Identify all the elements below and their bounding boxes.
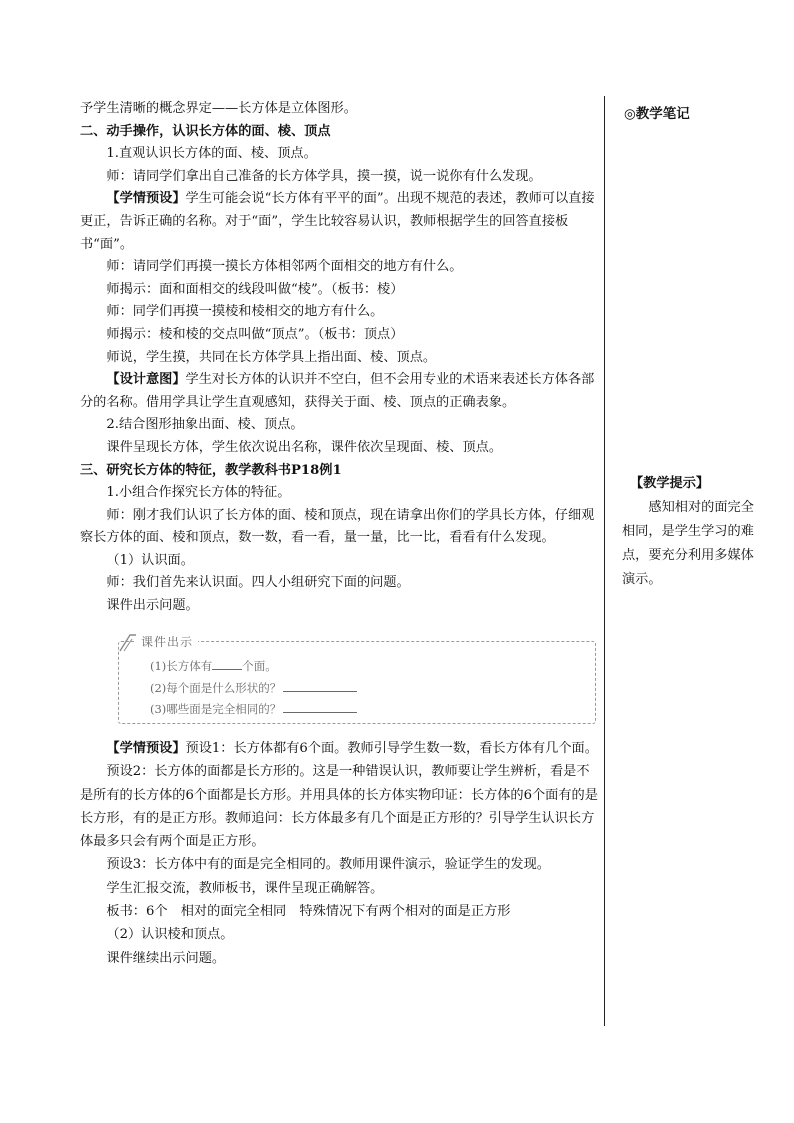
paragraph: 师：刚才我们认识了长方体的面、棱和顶点，现在请拿出你们的学具长方体，仔细观察长方体的面、棱和顶点，数一数，看一看，量一量，比一比，看看有什么发现。 bbox=[80, 507, 595, 546]
paragraph bbox=[80, 369, 598, 414]
text-line: 师：我们首先来认识面。四人小组研究下面的问题。 bbox=[106, 575, 410, 591]
after-box-content bbox=[80, 737, 598, 970]
board-writing: 板书：6个 相对的面完全相同 特殊情况下有两个相对的面是正方形 bbox=[106, 904, 511, 920]
text-line: 师揭示：面和面相交的线段叫做“棱”。（板书：棱） bbox=[106, 281, 404, 297]
answer-blank bbox=[283, 679, 357, 692]
answer-blank bbox=[212, 657, 242, 670]
teaching-tip-title: 【教学提示】 bbox=[630, 476, 710, 491]
text-line: 师说，学生摸，共同在长方体学具上指出面、棱、顶点。 bbox=[106, 349, 437, 365]
text-line: 预设3：长方体中有的面是完全相同的。教师用课件演示，验证学生的发现。 bbox=[106, 857, 550, 873]
section-heading: 三、研究长方体的特征，教学教科书P18例1 bbox=[80, 462, 342, 478]
column-divider bbox=[604, 96, 605, 1026]
text-line: （1）认识面。 bbox=[106, 552, 194, 568]
section-heading: 二、动手操作，认识长方体的面、棱、顶点 bbox=[80, 123, 331, 139]
question-1: (1)长方体有 个面。 bbox=[150, 659, 277, 673]
text-line: 课件继续出示问题。 bbox=[106, 950, 226, 966]
question-2: (2)每个面是什么形状的？ bbox=[150, 678, 357, 700]
answer-blank bbox=[283, 700, 357, 713]
text-line: 师揭示：棱和棱的交点叫做“顶点”。（板书：顶点） bbox=[106, 326, 404, 342]
question-3: (3)哪些面是完全相同的？ bbox=[150, 699, 357, 721]
text-line: 师：请同学们再摸一摸长方体相邻两个面相交的地方有什么。 bbox=[106, 259, 463, 275]
paragraph-text: 学生可能会说“长方体有平平的面”。出现不规范的表述，教师可以直接更正，告诉正确的名称。对于“面”，学生比较容易认识，教师根据学生的回答直接板书“面”。 bbox=[80, 191, 595, 252]
courseware-questions bbox=[150, 656, 357, 721]
preset-tag: 【学情预设】 bbox=[106, 741, 186, 756]
subsection-heading: 1.直观认识长方体的面、棱、顶点。 bbox=[106, 146, 317, 162]
text-line: 课件呈现长方体，学生依次说出名称，课件依次呈现面、棱、顶点。 bbox=[106, 439, 503, 455]
text-line: 予学生清晰的概念界定——长方体是立体图形。 bbox=[80, 101, 357, 116]
teaching-tip bbox=[622, 472, 760, 592]
paragraph: 预设2：长方体的面都是长方形的。这是一种错误认识，教师要让学生辨析，看是不是所有的长方体的6个面都是长方形。并用具体的长方体实物印证：长方体的6个面有的是长方形，有的是正方形。教师追问：长方体最多有几个面是正方形的？引导学生认识长方体最多只会有两个面是正方形。 bbox=[80, 764, 598, 850]
preset-tag: 【学情预设】 bbox=[106, 191, 186, 207]
design-intent-tag: 【设计意图】 bbox=[106, 372, 186, 388]
teaching-notes-title: ◎教学笔记 bbox=[624, 106, 690, 122]
teaching-tip-body: 感知相对的面完全相同，是学生学习的难点，要充分利用多媒体演示。 bbox=[622, 500, 754, 587]
main-column bbox=[80, 98, 598, 618]
courseware-label: 课件出示 bbox=[136, 633, 198, 650]
text-line: 师：同学们再摸一摸棱和棱相交的地方有什么。 bbox=[106, 304, 384, 320]
paragraph bbox=[80, 188, 598, 256]
text-line: 师：请同学们拿出自己准备的长方体学具，摸一摸，说一说你有什么发现。 bbox=[106, 168, 542, 184]
text-line: 课件出示问题。 bbox=[106, 598, 199, 614]
subsection-heading: 1.小组合作探究长方体的特征。 bbox=[106, 485, 291, 501]
paragraph-text: 学生对长方体的认识并不空白，但不会用专业的术语来表述长方体各部分的名称。借用学具让学生直观感知，获得关于面、棱、顶点的正确表象。 bbox=[80, 372, 595, 410]
subsection-heading: 2.结合图形抽象出面、棱、顶点。 bbox=[106, 417, 304, 433]
text-line: 学生汇报交流，教师板书，课件呈现正确解答。 bbox=[106, 880, 384, 896]
paragraph: 【学情预设】预设1：长方体都有6个面。教师引导学生数一数，看长方体有几个面。 bbox=[106, 741, 598, 756]
subsection-heading: （2）认识棱和顶点。 bbox=[106, 927, 234, 943]
